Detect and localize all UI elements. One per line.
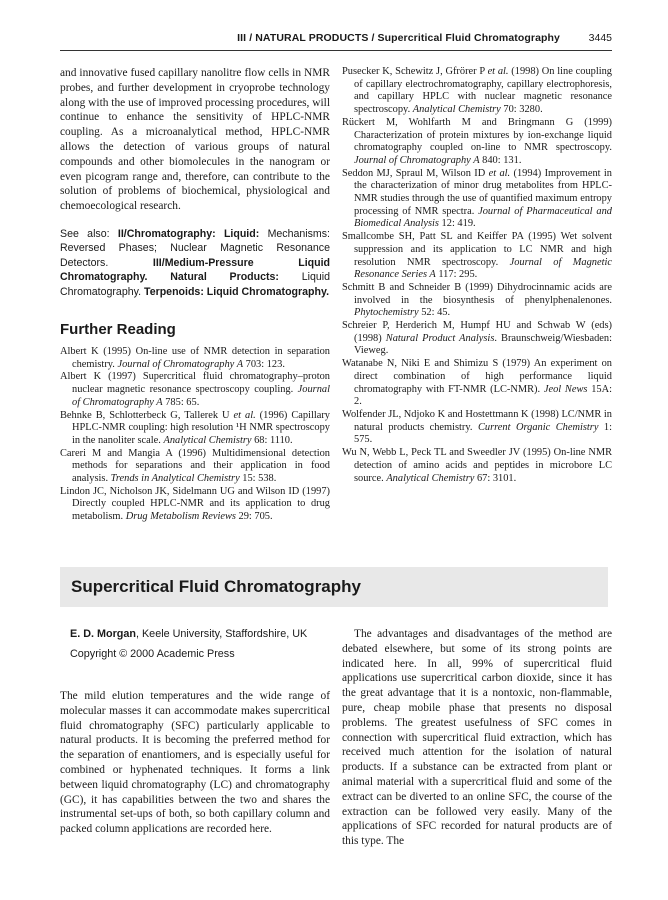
reference-item: Schmitt B and Schneider B (1999) Dihydrocinnamic acids are involved in the biosynthesis of phenylphenalenones. Phytochemistry 52: 45.: [342, 281, 612, 319]
reference-item: Watanabe N, Niki E and Shimizu S (1979) An experiment on direct combination of high performance liquid chromatography with FT-NMR (LC-NMR). Jeol News 15A: 2.: [342, 358, 612, 408]
see-also-link-c[interactable]: Terpenoids: Liquid Chromatography.: [144, 285, 330, 298]
reference-list-left: [60, 346, 330, 524]
see-also-lead: See also:: [60, 227, 118, 240]
right-column-bottom: [342, 627, 612, 849]
page-number: 3445: [588, 32, 612, 44]
section-body-paragraph: The advantages and disadvantages of the method are debated elsewhere, but some of its strong points are indicated here. In all, 99% of supercritical fluid applications use supercritical carbon dioxide, since it has the great advantage that it is a nontoxic, non-flammable, pure, cheap mobile phase that presents no disposal problems. The greatest usefulness of SFC comes in connection with supercritical fluid extraction, which has received much attention for the isolation of natural products. If a substance can be extracted from plant or animal material with a supercritical fluid and some of the extract can be diverted to an online SFC, the course of the extraction can be followed very easily. Many of the applications of SFC recorded for natural products are of this type. The: [342, 628, 612, 848]
reference-item: Wolfender JL, Ndjoko K and Hostettmann K (1998) LC/NMR in natural products chemistry. Current Organic Chemistry 1: 575.: [342, 408, 613, 446]
author-name: E. D. Morgan: [70, 628, 136, 640]
reference-item: Schreier P, Herderich M, Humpf HU and Schwab W (eds) (1998) Natural Product Analysis. Braunschweig/Wiesbaden: Vieweg.: [342, 320, 612, 357]
see-also-link-a[interactable]: II/Chromatography: Liquid:: [117, 227, 260, 240]
reference-item: Rückert M, Wohlfarth M and Bringmann G (1999) Characterization of protein mixtures by ion-exchange liquid chromatography coupled on-line to NMR spectroscopy. Journal of Chromatography A 840: 131.: [342, 116, 612, 166]
further-reading-heading: Further Reading: [60, 321, 176, 338]
reference-item: Seddon MJ, Spraul M, Wilson ID et al. (1994) Improvement in the characterization of minor drug metabolites from HPLC-NMR studies through the use of quantified maximum entropy processing of NMR spectra. Journal of Pharmaceutical and Biomedical Analysis 12: 419.: [342, 167, 612, 230]
running-head: [60, 32, 612, 51]
running-title: III / NATURAL PRODUCTS / Supercritical Fluid Chromatography: [237, 32, 560, 44]
see-also-link-b[interactable]: III/Medium-Pressure Liquid Chromatography. Natural Products:: [60, 256, 330, 284]
reference-item: Albert K (1997) Supercritical fluid chromatography–proton nuclear magnetic resonance spectroscopy coupling. Journal of Chromatography A 785: 65.: [60, 371, 330, 408]
reference-item: Lindon JC, Nicholson JK, Sidelmann UG and Wilson ID (1997) Directly coupled HPLC-NMR and its application to drug metabolism. Drug Metabolism Reviews 29: 705.: [60, 485, 330, 523]
reference-item: Smallcombe SH, Patt SL and Keiffer PA (1995) Wet solvent suppression and its application to LC NMR and high resolution NMR spectroscopy. Journal of Magnetic Resonance Series A 117: 295.: [342, 231, 612, 281]
see-also-text-b: Liquid Chromatography.: [60, 271, 331, 298]
see-also: [60, 227, 330, 299]
reference-item: Albert K (1995) On-line use of NMR detection in separation chemistry. Journal of Chromatography A 703: 123.: [60, 346, 330, 370]
section-title-banner: [60, 567, 608, 607]
section-intro-paragraph: The mild elution temperatures and the wide range of molecular masses it can accommodate makes supercritical fluid chromatography (SFC) particularly applicable to natural products. It is becoming the preferred method for the separation of enantiomers, and is especially useful for combined or hyphenated techniques. It forms a link between liquid chromatography (LC) and chromatography (GC), it has capabilities between the two and shares the instrumental set-ups of both, so both capillary column and packed column applications are recorded here.: [60, 690, 330, 836]
author-line: [70, 627, 330, 641]
reference-item: Careri M and Mangia A (1996) Multidimensional detection methods for separations and their application in food analysis. Trends in Analytical Chemistry 15: 538.: [60, 447, 330, 485]
see-also-text-a: Mechanisms: Reversed Phases; Nuclear Magnetic Resonance Detectors.: [60, 227, 330, 269]
right-column-top: [342, 66, 612, 485]
left-column-bottom: [60, 627, 330, 837]
reference-item: Wu N, Webb L, Peck TL and Sweedler JV (1995) On-line NMR detection of amino acids and peptides in microbore LC source. Analytical Chemistry 67: 3101.: [342, 447, 612, 484]
intro-paragraph: and innovative fused capillary nanolitre flow cells in NMR probes, and further development in cryoprobe technology along with the use of improved processing procedures, will continue to enhance the sensitivity of HPLC-NMR coupling. As a microanalytical method, HPLC-NMR allows the detection of various groups of natural compounds and other biomolecules in the nanogram or even picogram range and, therefore, can contribute to the solution of problems of biochemical, physiological and chemoecological research.: [60, 67, 330, 213]
reference-item: Behnke B, Schlotterbeck G, Tallerek U et al. (1996) Capillary HPLC-NMR coupling: high resolution ¹H NMR spectroscopy in the nanoliter scale. Analytical Chemistry 68: 1110.: [60, 409, 330, 446]
copyright-line: Copyright © 2000 Academic Press: [70, 648, 235, 660]
section-title: Supercritical Fluid Chromatography: [71, 577, 361, 596]
left-column-top: [60, 66, 330, 524]
reference-item: Pusecker K, Schewitz J, Gfrörer P et al. (1998) On line coupling of capillary electrochromatography, capillary electrophoresis, and capillary HPLC with nuclear magnetic resonance spectroscopy. Analytical Chemistry 70: 3280.: [342, 66, 612, 116]
author-affiliation: , Keele University, Staffordshire, UK: [135, 628, 308, 640]
